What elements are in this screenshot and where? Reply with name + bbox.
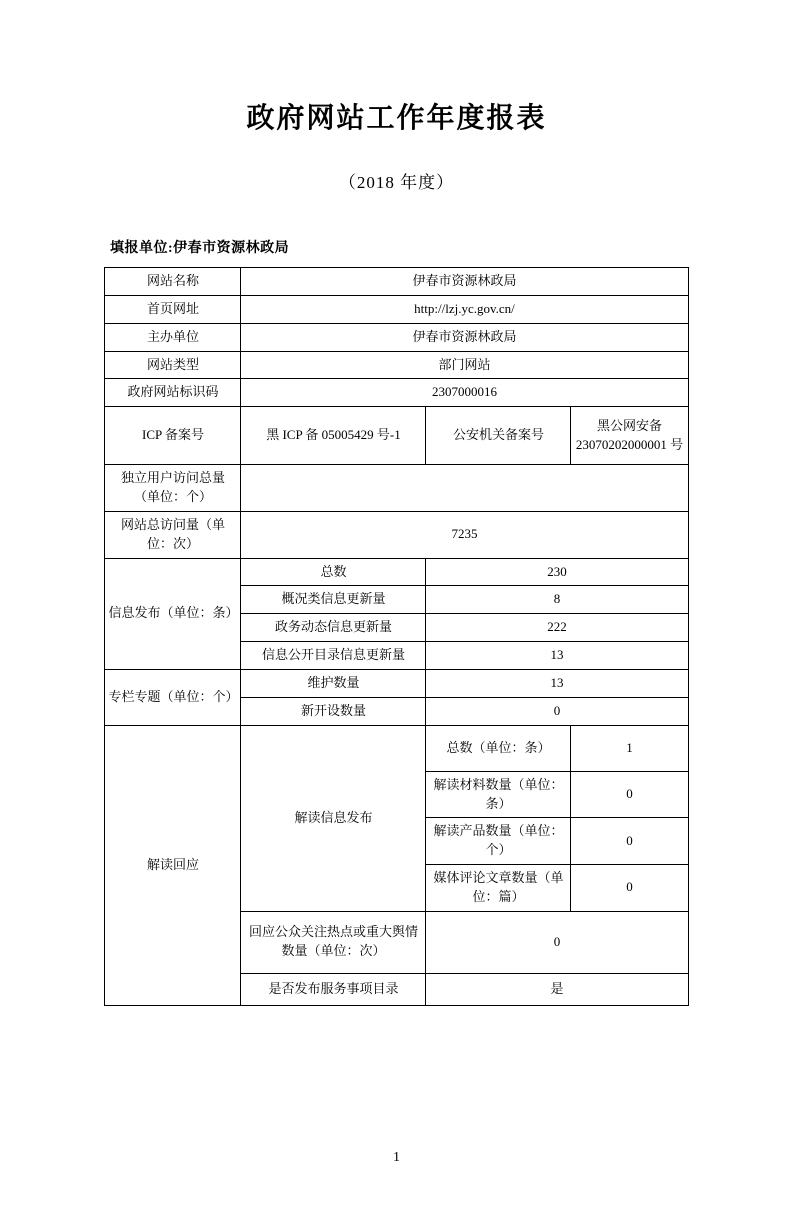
sponsor-value: 伊春市资源林政局	[241, 323, 688, 351]
table-row	[105, 407, 688, 465]
interpret-total-label: 总数（单位：条）	[426, 725, 571, 771]
table-row	[105, 268, 688, 296]
service-catalog-value: 是	[426, 973, 688, 1005]
document-page	[0, 96, 793, 1218]
icp-label: ICP 备案号	[105, 407, 241, 465]
unique-visitors-value	[241, 465, 688, 512]
filler-line	[110, 237, 793, 257]
interpret-total-value: 1	[571, 725, 688, 771]
interpret-release-label: 解读信息发布	[241, 725, 426, 911]
page-title: 政府网站工作年度报表	[246, 102, 547, 133]
info-catalog-value: 13	[426, 642, 688, 670]
total-visits-value: 7235	[241, 511, 688, 558]
table-row	[105, 295, 688, 323]
interpret-product-label: 解读产品数量（单位：个）	[426, 818, 571, 865]
table-row	[105, 323, 688, 351]
site-type-value: 部门网站	[241, 351, 688, 379]
site-type-label: 网站类型	[105, 351, 241, 379]
info-release-label: 信息发布（单位：条）	[105, 558, 241, 669]
info-overview-value: 8	[426, 586, 688, 614]
unique-visitors-label: 独立用户访问总量（单位：个）	[105, 465, 241, 512]
info-dynamic-label: 政务动态信息更新量	[241, 614, 426, 642]
page-subtitle: （2018 年度）	[338, 173, 455, 192]
info-total-value: 230	[426, 558, 688, 586]
table-row	[105, 669, 688, 697]
interpret-media-value: 0	[571, 865, 688, 912]
info-overview-label: 概况类信息更新量	[241, 586, 426, 614]
homepage-label: 首页网址	[105, 295, 241, 323]
page-number: 1	[393, 1150, 400, 1165]
respond-value: 0	[426, 911, 688, 973]
service-catalog-label: 是否发布服务事项目录	[241, 973, 426, 1005]
column-maintain-label: 维护数量	[241, 669, 426, 697]
filler-label: 填报单位:	[110, 241, 174, 256]
site-code-value: 2307000016	[241, 379, 688, 407]
interpret-material-label: 解读材料数量（单位：条）	[426, 771, 571, 818]
police-record-label: 公安机关备案号	[426, 407, 571, 465]
table-row	[105, 379, 688, 407]
icp-value: 黑 ICP 备 05005429 号-1	[241, 407, 426, 465]
sponsor-label: 主办单位	[105, 323, 241, 351]
interpret-label: 解读回应	[105, 725, 241, 1005]
info-dynamic-value: 222	[426, 614, 688, 642]
interpret-product-value: 0	[571, 818, 688, 865]
filler-unit: 伊春市资源林政局	[173, 241, 290, 256]
table-row	[105, 511, 688, 558]
column-label: 专栏专题（单位：个）	[105, 669, 241, 725]
site-name-value: 伊春市资源林政局	[241, 268, 688, 296]
table-row	[105, 725, 688, 771]
table-row	[105, 465, 688, 512]
column-maintain-value: 13	[426, 669, 688, 697]
homepage-value: http://lzj.yc.gov.cn/	[241, 295, 688, 323]
respond-label: 回应公众关注热点或重大舆情数量（单位：次）	[241, 911, 426, 973]
annual-report-table	[104, 267, 688, 1006]
site-code-label: 政府网站标识码	[105, 379, 241, 407]
info-total-label: 总数	[241, 558, 426, 586]
column-new-label: 新开设数量	[241, 697, 426, 725]
total-visits-label: 网站总访问量（单位：次）	[105, 511, 241, 558]
table-row	[105, 351, 688, 379]
site-name-label: 网站名称	[105, 268, 241, 296]
police-record-value: 黑公网安备 23070202000001 号	[571, 407, 688, 465]
column-new-value: 0	[426, 697, 688, 725]
info-catalog-label: 信息公开目录信息更新量	[241, 642, 426, 670]
interpret-media-label: 媒体评论文章数量（单位：篇）	[426, 865, 571, 912]
table-row	[105, 558, 688, 586]
interpret-material-value: 0	[571, 771, 688, 818]
